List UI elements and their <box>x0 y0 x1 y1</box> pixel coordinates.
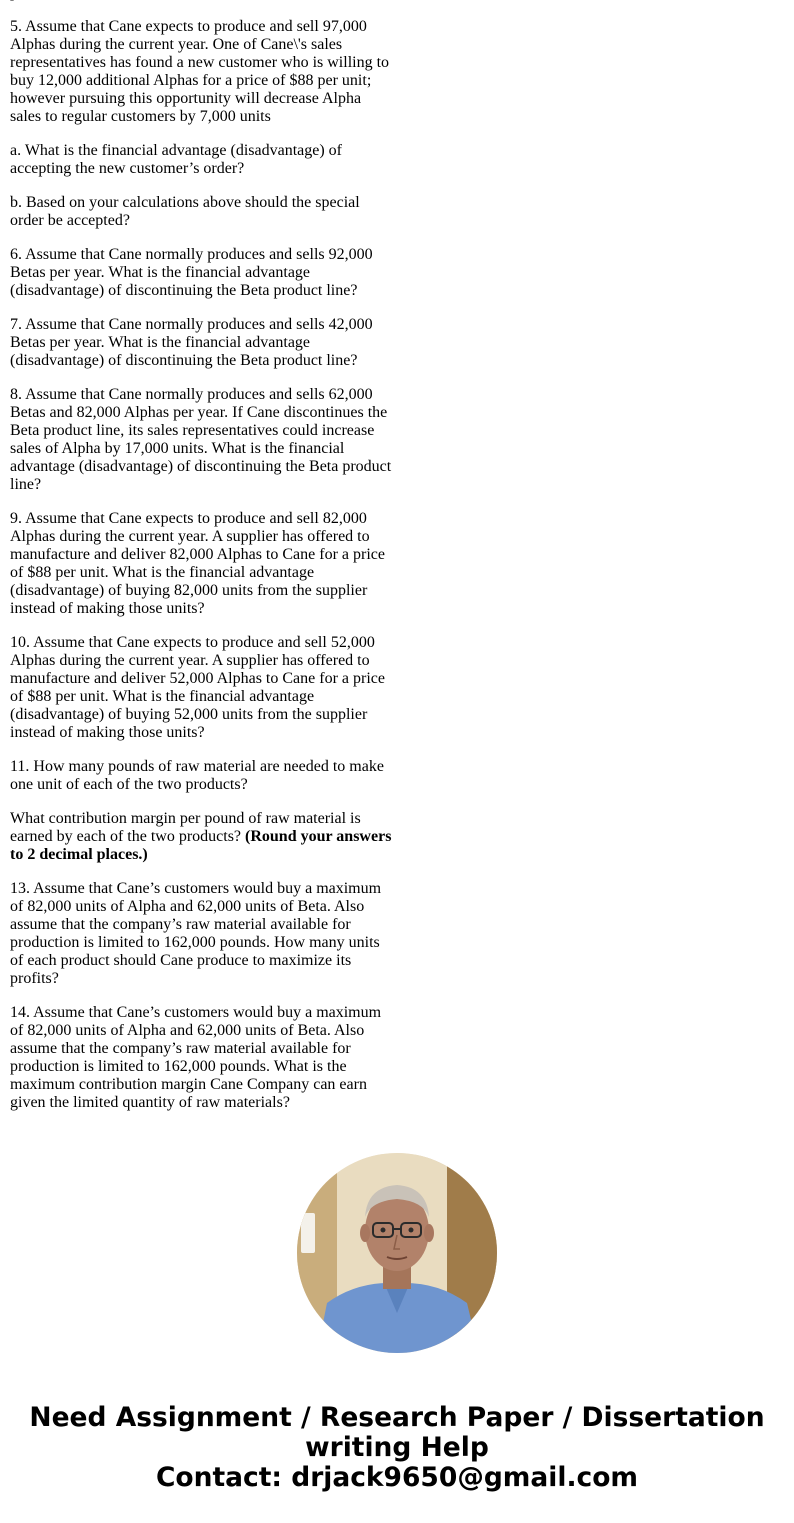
question-14: 14. Assume that Cane’s customers would buy a maximum of 82,000 units of Alpha and 62,000 units of Beta. Also assume that the company’s raw material available for production is limited to 162,000 pounds. What is the maximum contribution margin Cane Company can earn given the limited quantity of raw materials? <box>10 1004 382 1111</box>
banner-line-2: writing Help <box>305 1432 489 1463</box>
banner-line-1: Need Assignment / Research Paper / Dissertation <box>29 1402 765 1433</box>
question-5: 5. Assume that Cane expects to produce and sell 97,000 Alphas during the current year. One of Cane\'s sales representatives has found a new customer who is willing to buy 12,000 additional Alphas for a price of $88 per unit; however pursuing this opportunity will decrease Alpha sales to regular customers by 7,000 units <box>10 18 390 125</box>
question-13: 13. Assume that Cane’s customers would buy a maximum of 82,000 units of Alpha and 62,000 units of Beta. Also assume that the company’s raw material available for production is limited to 162,000 pounds. How many units of each product should Cane produce to maximize its profits? <box>10 880 382 987</box>
question-10: 10. Assume that Cane expects to produce and sell 52,000 Alphas during the current year. A supplier has offered to manufacture and deliver 52,000 Alphas to Cane for a price of $88 per unit. What is the financial advantage (disadvantage) of buying 52,000 units from the supplier instead of making those units? <box>10 634 385 741</box>
contact-email: Contact: drjack9650@gmail.com <box>155 1462 639 1493</box>
question-11: 11. How many pounds of raw material are needed to make one unit of each of the two products? <box>10 758 384 793</box>
rounding-instruction: (Round your answers to 2 decimal places.) <box>10 828 392 863</box>
question-5b: b. Based on your calculations above should the special order be accepted? <box>10 194 360 229</box>
question-9: 9. Assume that Cane expects to produce and sell 82,000 Alphas during the current year. A supplier has offered to manufacture and deliver 82,000 Alphas to Cane for a price of $88 per unit. What is the financial advantage (disadvantage) of buying 82,000 units from the supplier instead of making those units? <box>10 510 385 617</box>
question-5a: a. What is the financial advantage (disadvantage) of accepting the new customer’s order? <box>10 142 343 177</box>
contact-banner <box>0 1403 794 1493</box>
paragraph-intro-tail <box>10 0 392 2</box>
author-avatar <box>297 1153 497 1353</box>
question-document <box>10 0 392 1123</box>
question-8: 8. Assume that Cane normally produces and sells 62,000 Betas and 82,000 Alphas per year. If Cane discontinues the Beta product line, its sales representatives could increase sales of Alpha by 17,000 units. What is the financial advantage (disadvantage) of discontinuing the Beta product line? <box>10 386 392 493</box>
question-6: 6. Assume that Cane normally produces and sells 92,000 Betas per year. What is the financial advantage (disadvantage) of discontinuing the Beta product line? <box>10 246 373 299</box>
question-12: What contribution margin per pound of raw material is earned by each of the two products? (Round your answers to 2 decimal places.) <box>10 810 392 863</box>
question-7: 7. Assume that Cane normally produces and sells 42,000 Betas per year. What is the financial advantage (disadvantage) of discontinuing the Beta product line? <box>10 316 373 369</box>
